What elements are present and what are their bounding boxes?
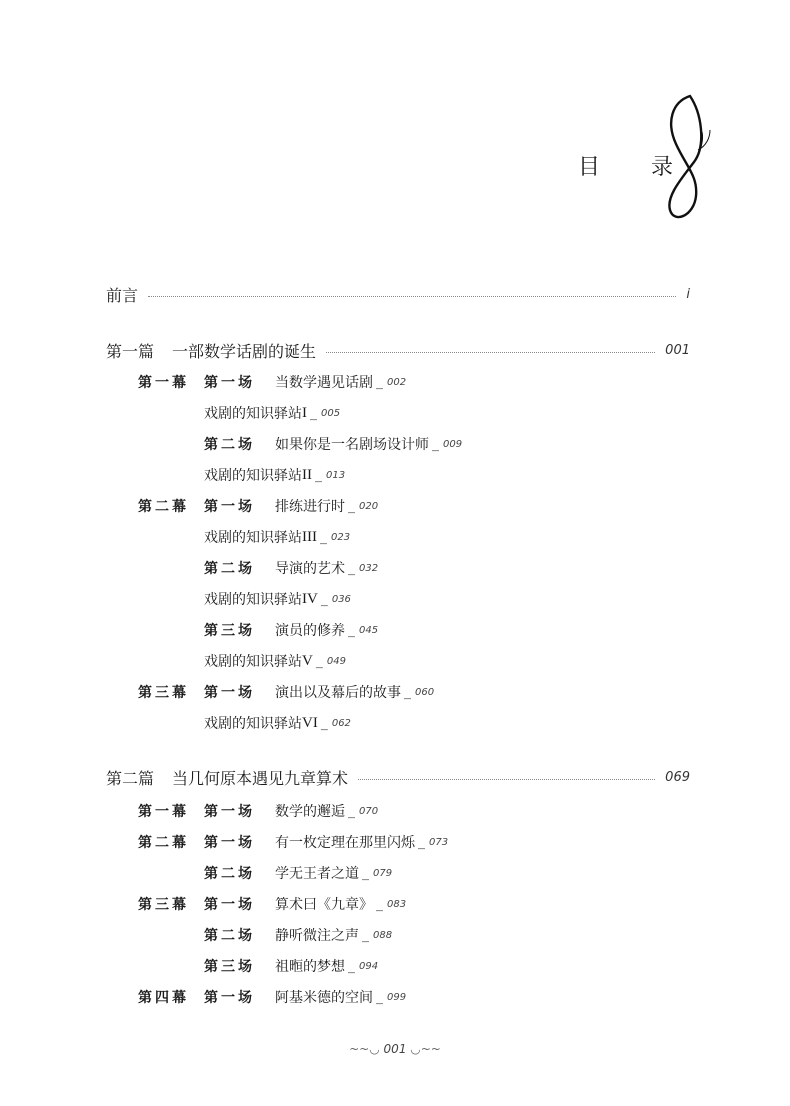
toc-entry[interactable] (0, 831, 790, 853)
page-separator: _ (348, 622, 355, 638)
entry-title: 有一枚定理在那里闪烁 (275, 835, 415, 851)
toc-entry[interactable] (0, 588, 790, 610)
page-separator: _ (362, 927, 369, 943)
entry-title: 导演的艺术 (275, 561, 345, 577)
entry-page: 073 (429, 836, 449, 848)
scene-label: 第三场 (204, 959, 255, 975)
dot-leader (358, 779, 655, 780)
entry-title: 戏剧的知识驿站 (204, 468, 302, 484)
roman-numeral: I (302, 404, 307, 421)
page-separator: _ (376, 374, 383, 390)
scene-label: 第一场 (204, 499, 255, 515)
scene-label: 第一场 (204, 685, 255, 701)
toc-preface[interactable] (106, 281, 690, 307)
page-separator: _ (348, 958, 355, 974)
entry-title: 当数学遇见话剧 (275, 375, 373, 391)
decorative-flourish (652, 92, 712, 228)
page-separator: _ (348, 498, 355, 514)
part2-title: 当几何原本遇见九章算术 (172, 768, 349, 788)
entry-title: 戏剧的知识驿站 (204, 716, 302, 732)
page-separator: _ (320, 715, 328, 731)
entry-page: 002 (387, 376, 407, 388)
entry-page: 083 (387, 898, 407, 910)
page-separator: _ (320, 591, 328, 607)
entry-title: 祖暅的梦想 (275, 959, 345, 975)
scene-label: 第三场 (204, 623, 255, 639)
entry-title: 戏剧的知识驿站 (204, 654, 302, 670)
page-separator: _ (404, 684, 411, 700)
toc-part-2[interactable] (106, 764, 690, 790)
entry-page: 023 (331, 531, 351, 543)
toc-entry[interactable] (0, 526, 790, 548)
entry-page: 013 (326, 469, 346, 481)
roman-numeral: IV (302, 590, 318, 607)
entry-title: 戏剧的知识驿站 (204, 592, 302, 608)
entry-page: 049 (326, 655, 346, 667)
entry-title: 算术曰《九章》 (275, 897, 373, 913)
toc-entry[interactable] (0, 955, 790, 977)
entry-page: 045 (359, 624, 379, 636)
entry-title: 排练进行时 (275, 499, 345, 515)
page-separator: _ (418, 834, 425, 850)
entry-title: 如果你是一名剧场设计师 (275, 437, 429, 453)
page-separator: _ (315, 467, 322, 483)
roman-numeral: II (302, 466, 312, 483)
scene-label: 第一场 (204, 990, 255, 1006)
entry-title: 静听微注之声 (275, 928, 359, 944)
entry-page: 020 (359, 500, 379, 512)
entry-page: 088 (373, 929, 393, 941)
dot-leader (148, 296, 676, 297)
page-separator: _ (348, 803, 355, 819)
entry-page: 079 (373, 867, 393, 879)
toc-entry[interactable] (0, 402, 790, 424)
page-separator: _ (376, 896, 383, 912)
part2-label: 第二篇 (106, 768, 155, 788)
entry-page: 094 (359, 960, 379, 972)
entry-page: 009 (443, 438, 463, 450)
page-separator: _ (310, 405, 317, 421)
toc-entry[interactable] (0, 495, 790, 517)
toc-entry[interactable] (0, 862, 790, 884)
act-label: 第三幕 (138, 897, 189, 913)
scene-label: 第二场 (204, 928, 255, 944)
entry-title: 演员的修养 (275, 623, 345, 639)
part1-page: 001 (665, 342, 690, 358)
scene-label: 第一场 (204, 375, 255, 391)
entry-title: 戏剧的知识驿站 (204, 530, 302, 546)
act-label: 第一幕 (138, 804, 189, 820)
scene-label: 第二场 (204, 561, 255, 577)
page-footer: ~~◡ 001 ◡~~ (349, 1042, 441, 1056)
roman-numeral: VI (302, 714, 318, 731)
dot-leader (326, 352, 655, 353)
scene-label: 第一场 (204, 835, 255, 851)
entry-page: 005 (321, 407, 341, 419)
entry-page: 036 (331, 593, 351, 605)
act-label: 第一幕 (138, 375, 189, 391)
scene-label: 第一场 (204, 897, 255, 913)
page-separator: _ (320, 529, 327, 545)
scene-label: 第二场 (204, 866, 255, 882)
toc-part-1[interactable] (106, 337, 690, 363)
page-separator: _ (362, 865, 369, 881)
scene-label: 第二场 (204, 437, 255, 453)
page-title: 目 录 (578, 155, 695, 180)
entry-page: 099 (387, 991, 407, 1003)
page-separator: _ (432, 436, 439, 452)
page-separator: _ (348, 560, 355, 576)
entry-page: 032 (359, 562, 379, 574)
act-label: 第三幕 (138, 685, 189, 701)
part1-label: 第一篇 (106, 341, 155, 361)
toc-entry[interactable] (0, 557, 790, 579)
toc-entry[interactable] (0, 800, 790, 822)
roman-numeral: III (302, 528, 317, 545)
roman-numeral: V (302, 652, 313, 669)
toc-entry[interactable] (0, 650, 790, 672)
entry-page: 060 (415, 686, 435, 698)
scene-label: 第一场 (204, 804, 255, 820)
entry-title: 戏剧的知识驿站 (204, 406, 302, 422)
entry-page: 070 (359, 805, 379, 817)
preface-page: i (686, 286, 690, 302)
toc-entry[interactable] (0, 712, 790, 734)
toc-entry[interactable] (0, 371, 790, 393)
entry-title: 学无王者之道 (275, 866, 359, 882)
act-label: 第二幕 (138, 499, 189, 515)
preface-label: 前言 (106, 285, 139, 305)
toc-entry[interactable] (0, 433, 790, 455)
act-label: 第二幕 (138, 835, 189, 851)
entry-title: 阿基米德的空间 (275, 990, 373, 1006)
part2-page: 069 (665, 769, 690, 785)
toc-entry[interactable] (0, 464, 790, 486)
act-label: 第四幕 (138, 990, 189, 1006)
page-separator: _ (315, 653, 323, 669)
toc-entry[interactable] (0, 924, 790, 946)
entry-page: 062 (331, 717, 351, 729)
toc-entry[interactable] (0, 619, 790, 641)
entry-title: 演出以及幕后的故事 (275, 685, 401, 701)
footer-page-number: 001 (383, 1042, 407, 1056)
page-separator: _ (376, 989, 383, 1005)
entry-title: 数学的邂逅 (275, 804, 345, 820)
toc-entry[interactable] (0, 681, 790, 703)
toc-entry[interactable] (0, 986, 790, 1008)
toc-entry[interactable] (0, 893, 790, 915)
part1-title: 一部数学话剧的诞生 (172, 341, 317, 361)
